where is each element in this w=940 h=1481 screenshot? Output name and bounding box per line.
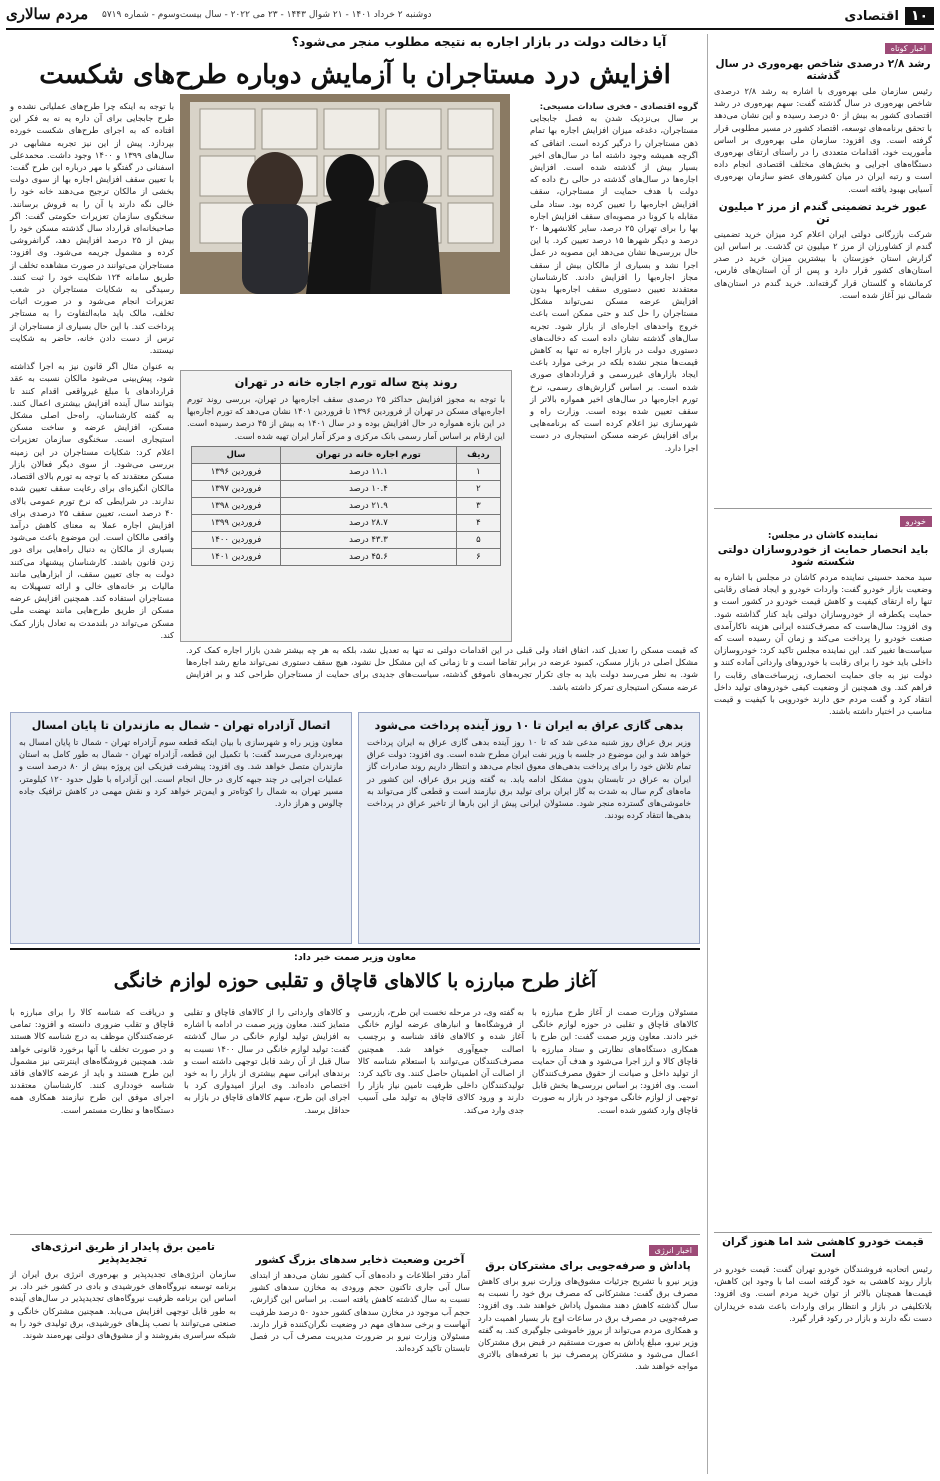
- cell-rate: ۴۳.۳ درصد: [281, 531, 457, 548]
- cell-year: فروردین ۱۴۰۱: [192, 548, 281, 565]
- rent-box-title: روند پنج ساله تورم اجاره خانه در تهران: [234, 375, 458, 389]
- news-item-title: رشد ۲/۸ درصدی شاخص بهره‌وری در سال گذشته: [715, 58, 931, 82]
- box-body: وزیر برق عراق روز شنبه مدعی شد که تا ۱۰ روز آینده بدهی گازی عراق به ایران پرداخت خواهد شد و این موضوع در جلسه با وزیر نفت ایران مطرح شده است. وی افزود: دولت عراق تمام تلاش خود را برای پرداخت بدهی‌های معوق انجام می‌دهد و انتظار داریم روند صادرات گاز ایران به عراق در تابستان بدون مشکل ادامه یابد. به گفته وزیر برق عراق، این کشور در ماه‌های گرم سال به شدت به گاز ایران برای تولید برق نیازمند است و قطعی گاز می‌تواند به خاموشی‌های گسترده منجر شود. مسئولان ایرانی پیش از این بارها از تاخیر عراق در پرداخت بدهی‌ها انتقاد کرده بودند.: [364, 737, 691, 821]
- news-item-title: قیمت خودرو کاهشی شد اما هنوز گران است: [722, 1236, 924, 1260]
- news-item-body: رئیس سازمان ملی بهره‌وری با اشاره به رشد ۲/۸ درصدی شاخص بهره‌وری در سال گذشته گفت: سهم بهره‌وری در رشد اقتصادی کشور به بیش از ۵۰ درصد رسیده و این نشان می‌دهد با تحقق برنامه‌های توسعه، اقتصاد کشور در مسیر مطلوبی قرار گرفته است. وی افزود: سازمان ملی بهره‌وری بر اساس مأموریت خود، اقدامات متعددی را در راستای ارتقای بهره‌وری دستگاه‌های اجرایی و بخش‌های مختلف اقتصادی انجام داده است و رتبه ایران در میان کشورهای عضو سازمان بهره‌وری آسیایی بهبود یافته است.: [711, 86, 933, 194]
- energy-tag: اخبار انرژی: [649, 1245, 698, 1256]
- cell-year: فروردین ۱۳۹۶: [192, 463, 281, 480]
- article-text: و کالاهای وارداتی را از کالاهای قاچاق و تقلبی متمایز کنند. معاون وزیر صمت در ادامه با اشاره به افزایش تولید لوازم خانگی در سال گذشته گفت: تولید لوازم خانگی در سال ۱۴۰۰ نسبت به سال قبل از آن رشد قابل توجهی داشته است و برندهای ایرانی سهم بیشتری از بازار را به خود اختصاص داده‌اند. وی ابراز امیدواری کرد با اجرای این طرح، سهم کالاهای قاچاق در بازار به حداقل برسد.: [181, 1007, 351, 1115]
- cell-row: ۱: [456, 463, 500, 480]
- cell-year: فروردین ۱۳۹۹: [192, 514, 281, 531]
- column-divider: [707, 34, 708, 1474]
- cell-rate: ۲۱.۹ درصد: [281, 497, 457, 514]
- table-header-row: [192, 446, 501, 463]
- table-row: [192, 480, 501, 497]
- section-name: اقتصادی: [844, 8, 899, 24]
- table-row: [192, 514, 501, 531]
- table-row: [192, 463, 501, 480]
- smuggling-col-2: [355, 1006, 524, 1230]
- article-text: مسئولان وزارت صمت از آغاز طرح مبارزه با کالاهای قاچاق و تقلبی در حوزه لوازم خانگی خبر دادند. معاون وزیر صمت گفت: این طرح با همکاری دستگاه‌های نظارتی و ستاد مبارزه با قاچاق کالا و ارز اجرا می‌شود و هدف آن حمایت از تولید داخل و صیانت از حقوق مصرف‌کنندگان است. وی افزود: بر اساس بررسی‌ها بخش قابل توجهی از لوازم خانگی موجود در بازار به صورت قاچاق وارد کشور شده است.: [529, 1007, 698, 1115]
- column-header-row: ردیف: [456, 446, 500, 463]
- column-header-year: سال: [192, 446, 281, 463]
- cell-rate: ۱۰.۴ درصد: [281, 480, 457, 497]
- news-item-title: عبور خرید تضمینی گندم از مرز ۲ میلیون تن: [718, 200, 928, 225]
- article-text: به عنوان مثال اگر قانون نیز به اجرا گذاشته شود، پیش‌بینی می‌شود مالکان نسبت به عقد قراردادهای با مبلغ غیرواقعی اقدام کنند تا بتوانند سال آینده افزایش بیشتری اعمال کنند. به گفته کارشناسان، راه‌حل اصلی مشکل مسکن، افزایش عرضه و ساخت مسکن استیجاری است. سخنگوی سازمان تعزیرات اعلام کرد: شکایات مستاجران در این زمینه بررسی می‌شود. از سوی دیگر فعالان بازار مسکن معتقدند که با توجه به تورم بالای اقتصاد، مالکان انگیزه‌ای برای رعایت سقف تعیین شده ندارند. در شرایطی که نرخ تورم عمومی بالای ۴۰ درصد است، تعیین سقف ۲۵ درصدی برای افزایش اجاره عملا به معنای کاهش درآمد واقعی مالکان است. این موضوع باعث می‌شود بسیاری از مالکان به دنبال راه‌هایی برای دور زدن قانون باشند. کارشناسان پیشنهاد می‌کنند دولت به جای تعیین سقف، از ابزارهایی مانند مالیات بر خانه‌های خالی و ارائه تسهیلات به مستاجران استفاده کند. همچنین افزایش عرضه مسکن از طریق طرح‌هایی مانند نهضت ملی مسکن می‌تواند در بلندمدت به تعادل بازار کمک کند.: [7, 361, 175, 640]
- cell-rate: ۱۱.۱ درصد: [281, 463, 457, 480]
- newspaper-name: مردم سالاری: [6, 5, 89, 23]
- news-item-title: باید انحصار حمایت از خودروسازان دولتی شکسته شود: [717, 544, 929, 568]
- cell-year: فروردین ۱۳۹۸: [192, 497, 281, 514]
- article-text: و دریافت که شناسه کالا را برای مبارزه با قاچاق و تقلب ضروری دانسته و افزود: تمامی عرضه‌کنندگان موظف به درج شناسه کالا هستند و در صورت تخلف با آنها برخورد قانونی خواهد شد. همچنین فروشگاه‌های اینترنتی نیز مشمول این طرح هستند و باید از عرضه کالاهای فاقد شناسه خودداری کنند. کارشناسان معتقدند اجرای موفق این طرح نیازمند همکاری همه دستگاه‌ها و نظارت مستمر است.: [7, 1007, 174, 1115]
- main-headline: افزایش درد مستاجران با آزمایش دوباره طرح‌های شکست: [39, 60, 671, 90]
- news-item-title: تامین برق پایدار از طریق انرژی‌های تجدیدپذیر: [31, 1241, 215, 1265]
- main-article-tail: [10, 644, 174, 706]
- real-estate-window-image: [180, 94, 510, 294]
- news-item-body: آمار دفتر اطلاعات و داده‌های آب کشور نشان می‌دهد از ابتدای سال آبی جاری تاکنون حجم ورودی به مخازن سدهای کشور نسبت به سال گذشته کاهش یافته است. بر اساس این گزارش، حجم آب موجود در مخازن سدهای کشور حدود ۵۰ درصد ظرفیت آنهاست و برخی سدهای مهم در وضعیت نگران‌کننده قرار دارند. مسئولان وزارت نیرو بر ضرورت مدیریت مصرف آب در فصل تابستان تاکید کرده‌اند.: [247, 1270, 470, 1354]
- smuggling-headline: آغاز طرح مبارزه با کالاهای قاچاق و تقلبی حوزه لوازم خانگی: [113, 970, 597, 992]
- sidebar-car-news: [711, 508, 932, 1229]
- smuggling-col-1: [529, 1006, 698, 1230]
- tenants-photo: [180, 94, 510, 294]
- cell-row: ۵: [456, 531, 500, 548]
- table-row: [192, 531, 501, 548]
- rent-table: [191, 446, 501, 566]
- news-tag: اخبار کوتاه: [885, 43, 932, 54]
- rent-box-intro: با توجه به مجوز افزایش حداکثر ۲۵ درصدی سقف اجاره‌بها در تهران، بررسی روند تورم اجاره‌بهای مسکن در تهران از فروردین ۱۳۹۶ تا فروردین ۱۴۰۱ نشان می‌دهد که تورم اجاره‌بها در این بازه همواره در حال افزایش بوده و در سال ۱۴۰۱ به بیش از ۴۵ درصد رسیده است. این ارقام بر اساس آمار رسمی بانک مرکزی و مرکز آمار ایران تهیه شده است.: [184, 394, 506, 441]
- news-item-body: سازمان انرژی‌های تجدیدپذیر و بهره‌وری انرژی برق ایران از برنامه توسعه نیروگاه‌های خورشیدی و بادی در کشور خبر داد. بر اساس این برنامه ظرفیت نیروگاه‌های تجدیدپذیر در سال‌های آینده به طور قابل توجهی افزایش می‌یابد. همچنین مشترکان خانگی و صنعتی می‌توانند با نصب پنل‌های خورشیدی، برق تولیدی خود را به شبکه سراسری بفروشند و از مشوق‌های دولتی بهره‌مند شوند.: [7, 1269, 236, 1341]
- table-row: [192, 548, 501, 565]
- cell-rate: ۴۵.۶ درصد: [281, 548, 457, 565]
- article-text: با توجه به اینکه چرا طرح‌های عملیاتی نشده و طرح جابجایی برای آن داره یه نه به فکر این افتاده که به اجرای طرح‌های شکست خورده بپردازد. پیش از این نیز تجربه مشابهی در سال‌های ۱۳۹۹ و ۱۴۰۰ وجود داشت. محمدعلی اسفنانی در گفتگو با مهر درباره این طرح گفت: با تعیین سقف افزایش اجاره بها از سوی دولت بخشی از مالکان ترجیح می‌دهند خانه خود را خالی نگه دارند یا آن را به فروش برسانند. سخنگوی سازمان تعزیرات حکومتی گفت: اگر صاحبخانه‌ای قرارداد سال گذشته مسکن خود را بیش از ۲۵ درصد افزایش دهد، گرانفروشی کرده و مشمول جریمه می‌شود. وی افزود: مستاجران می‌توانند در صورت مشاهده تخلف از طریق سامانه ۱۲۴ شکایت خود را ثبت کنند. رسیدگی به شکایات مستاجران در شعب تعزیرات انجام می‌شود و در صورت اثبات تخلف، مالک باید مابه‌التفاوت را به مستاجر پرداخت کند. با این حال بسیاری از مستاجران از ترس از دست دادن خانه، حاضر به شکایت نیستند.: [7, 101, 175, 356]
- smuggling-col-4: [7, 1006, 174, 1230]
- box-title: اتصال آزادراه تهران - شمال به مازندران تا پایان امسال: [31, 719, 331, 732]
- byline: گروه اقتصادی - فخری سادات مسیحی:: [539, 101, 698, 111]
- news-kicker: نماینده کاشان در مجلس:: [767, 531, 879, 541]
- dateline: دوشنبه ۲ خرداد ۱۴۰۱ - ۲۱ شوال ۱۴۴۳ - ۲۳ می ۲۰۲۲ - سال بیست‌وسوم - شماره ۵۷۱۹: [102, 10, 432, 20]
- energy-news-col-1: [475, 1238, 699, 1476]
- cell-row: ۲: [456, 480, 500, 497]
- smuggling-overline: معاون وزیر صمت خبر داد:: [294, 952, 416, 963]
- sidebar-short-news: [711, 36, 933, 504]
- cell-row: ۶: [456, 548, 500, 565]
- news-item-body: وزیر نیرو با تشریح جزئیات مشوق‌های وزارت نیرو برای کاهش مصرف برق گفت: مشترکانی که مصرف برق خود را نسبت به سال گذشته کاهش دهند مشمول پاداش خواهند شد. وی افزود: صرفه‌جویی در مصرف برق در ساعات اوج بار بسیار اهمیت دارد و همکاری مردم می‌تواند از بروز خاموشی جلوگیری کند. به گفته وزیر نیرو، مبلغ پاداش به صورت مستقیم در قبض برق مشترکان اعمال می‌شود و مشترکان پرمصرف نیز با تعرفه‌های بالاتری مواجه خواهند شد.: [475, 1276, 699, 1372]
- news-item-body: سید محمد حسینی نماینده مردم کاشان در مجلس با اشاره به وضعیت بازار خودرو گفت: واردات خودرو و ایجاد فضای رقابتی تنها راه ارتقای کیفیت و کاهش قیمت خودرو در کشور است و حمایت یکطرفه از خودروسازان دولتی باید کنار گذاشته شود. وی افزود: سال‌هاست که مصرف‌کننده ایرانی هزینه ناکارآمدی صنعت خودرو را پرداخت می‌کند و زمان آن رسیده است که سیاست‌ها تغییر کند. این نماینده مجلس تاکید کرد: خودروسازان داخلی باید خود را برای رقابت با خودروهای وارداتی آماده کنند و دولت نیز به جای حمایت انحصاری، زیرساخت‌های رقابت را فراهم کند. وی همچنین از وضعیت کیفی خودروهای تولید داخل انتقاد کرد و گفت مردم حق دارند خودرویی با کیفیت و قیمت مناسب در اختیار داشته باشند.: [711, 572, 932, 717]
- page-header: [6, 4, 934, 30]
- news-item-title: پاداش و صرفه‌جویی برای مشترکان برق: [485, 1260, 691, 1272]
- main-overline: آیا دخالت دولت در بازار اجاره به نتیجه مطلوب منجر می‌شود؟: [291, 34, 667, 49]
- news-item-body: رئیس اتحادیه فروشندگان خودرو تهران گفت: قیمت خودرو در بازار روند کاهشی به خود گرفته است اما با وجود این کاهش، قیمت‌ها همچنان بالاتر از توان خرید مردم است. وی افزود: بلاتکلیفی در بازار و انتظار برای واردات باعث شده خریداران دست نگه دارند و بازار در رکود قرار گیرد.: [711, 1264, 932, 1323]
- cell-row: ۳: [456, 497, 500, 514]
- cell-rate: ۲۸.۷ درصد: [281, 514, 457, 531]
- news-item-title: آخرین وضعیت ذخایر سدهای بزرگ کشور: [255, 1254, 465, 1266]
- car-tag: خودرو: [900, 516, 932, 527]
- page-number: ۱۰: [905, 7, 934, 25]
- energy-news-col-3: [7, 1238, 236, 1476]
- box-title: بدهی گازی عراق به ایران تا ۱۰ روز آینده پرداخت می‌شود: [374, 719, 684, 732]
- tehran-north-freeway-box: [10, 712, 352, 944]
- box-body: معاون وزیر راه و شهرسازی با بیان اینکه قطعه سوم آزادراه تهران - شمال تا پایان امسال به بهره‌برداری می‌رسد گفت: با تکمیل این قطعه، آزادراه تهران - شمال به طور کامل به استان مازندران متصل خواهد شد. وی افزود: پیشرفت فیزیکی این پروژه بیش از ۸۰ درصد است و عملیات اجرایی در چند جبهه کاری در حال انجام است. این آزادراه با طول حدود ۱۲۰ کیلومتر، مسیر تهران به شمال را کوتاه‌تر و ایمن‌تر خواهد کرد و نقش مهمی در کاهش ترافیک جاده چالوس و هراز دارد.: [16, 737, 343, 809]
- cell-year: فروردین ۱۳۹۷: [192, 480, 281, 497]
- column-header-rate: تورم اجاره خانه در تهران: [281, 446, 457, 463]
- sidebar-car-price-news: [711, 1232, 932, 1477]
- rent-inflation-box: [180, 370, 512, 642]
- section-rule: [10, 948, 700, 950]
- cell-year: فروردین ۱۴۰۰: [192, 531, 281, 548]
- article-text: به گفته وی، در مرحله نخست این طرح، بازرسی از فروشگاه‌ها و انبارهای عرضه لوازم خانگی آغاز شده و کالاهای فاقد شناسه و برچسب اصالت جمع‌آوری خواهد شد. همچنین مصرف‌کنندگان می‌توانند با استعلام شناسه کالا از اصالت آن اطمینان حاصل کنند. وی تاکید کرد: تولیدکنندگان داخلی ظرفیت تامین نیاز بازار را دارند و ورود کالای قاچاق به تولید ملی آسیب جدی وارد می‌کند.: [355, 1007, 524, 1115]
- iraq-gas-debt-box: [358, 712, 700, 944]
- section-rule: [10, 1234, 700, 1235]
- main-article-continuation: [183, 644, 698, 706]
- smuggling-col-3: [181, 1006, 351, 1230]
- article-text: بر سال بی‌نزدیک شدن به فصل جابجایی مستاجران، دغدغه میزان افزایش اجاره بها تمام ذهن مستاجران را درگیر کرده است. اتفاقی که اگرچه همیشه وجود داشته اما در سال‌های اخیر بسیار بیش از گذشته شده است. افزایش اجاره‌ها در سال‌های گذشته در حالی رخ داده که دولت با هدف حمایت از مستاجران، سقف افزایش اجاره‌بها را تعیین کرده بود. ستاد ملی مقابله با کرونا در مصوبه‌ای سقف افزایش اجاره بها را برای تهران ۲۵ درصد، سایر کلانشهرها ۲۰ درصد و دیگر شهرها ۱۵ درصد تعیین کرد. با این حال بررسی‌ها نشان می‌دهد این مصوبه در عمل اجرا نشد و بسیاری از مالکان بیش از سقف مجاز اجاره‌بها را افزایش دادند. کارشناسان معتقدند تعیین دستوری سقف اجاره‌بها بدون افزایش عرضه مسکن نمی‌تواند مشکل مستاجران را حل کند و حتی ممکن است باعث خروج واحدهای اجاره‌ای از بازار شود. تجربه سال‌های گذشته نشان داده است که دخالت‌های دستوری دولت در بازار اجاره نه تنها به کاهش قیمت‌ها منجر نشده بلکه در برخی موارد باعث ایجاد بازارهای غیررسمی و قراردادهای صوری شده است. بر اساس گزارش‌های رسمی، نرخ تورم اجاره‌بها در سال‌های اخیر همواره بالاتر از سقف تعیین شده بوده است. وزارت راه و شهرسازی نیز اعلام کرده است که برنامه‌هایی برای افزایش عرضه مسکن استیجاری در دست اجرا دارد.: [527, 113, 699, 453]
- main-article-col-left: [7, 100, 175, 640]
- news-item-body: شرکت بازرگانی دولتی ایران اعلام کرد میزان خرید تضمینی گندم از کشاورزان از مرز ۲ میلیون تن گذشت. بر اساس این گزارش استان خوزستان با بیشترین میزان خرید در صدر استان‌های کشور قرار دارد و پس از آن استان‌های فارس، کرمانشاه و گلستان قرار گرفته‌اند. خرید گندم در استان‌های شمالی نیز آغاز شده است.: [711, 228, 933, 300]
- section-label: [844, 4, 934, 28]
- main-article-col-right: [527, 100, 699, 640]
- energy-news-col-2: [247, 1238, 470, 1476]
- article-text: که قیمت مسکن را تعدیل کند، اتفاق افتاد ولی قبلی در این اقدامات دولتی نه تنها به تعدیل نشد، بلکه به هر چه بیشتر شدن بازار اجاره کمک کرد. مشکل اصلی در بازار مسکن، کمبود عرضه در برابر تقاضا است و تا زمانی که این مشکل حل نشود، هیچ سقف دستوری نمی‌تواند مانع رشد اجاره‌ها شود. به نظر می‌رسد دولت باید به جای تکرار تجربه‌های ناموفق گذشته، سیاست‌های جدیدی برای حمایت از مستاجران طراحی کند و بر افزایش عرضه مسکن استیجاری تمرکز داشته باشد.: [183, 645, 698, 692]
- table-row: [192, 497, 501, 514]
- cell-row: ۴: [456, 514, 500, 531]
